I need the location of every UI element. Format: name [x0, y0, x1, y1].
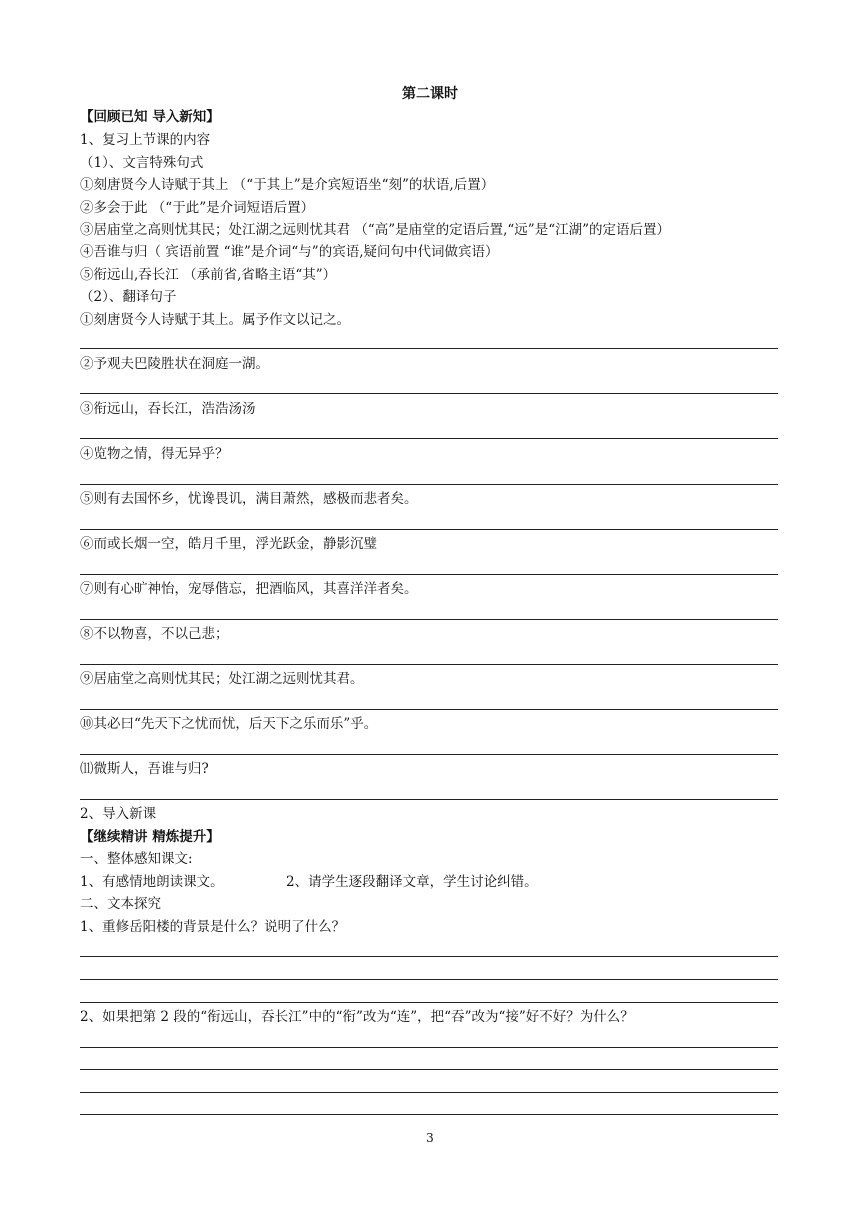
answer-line[interactable] — [80, 529, 778, 530]
subheading-translate: （2）、翻译句子 — [80, 289, 177, 305]
translation-sentence: ⑾微斯人，吾谁与归? — [80, 761, 209, 777]
answer-line[interactable] — [80, 393, 778, 394]
pattern-item: ②多会于此 （“于此”是介词短语后置） — [80, 200, 315, 216]
translation-sentence: ③衔远山，吞长江，浩浩汤汤 — [80, 401, 256, 417]
answer-line[interactable] — [80, 619, 778, 620]
answer-line[interactable] — [80, 1114, 778, 1115]
answer-line[interactable] — [80, 1002, 778, 1003]
review-item-2: 2、导入新课 — [80, 806, 157, 822]
question-1: 1、重修岳阳楼的背景是什么？说明了什么？ — [80, 919, 346, 935]
pattern-item: ⑤衔远山,吞长江 （承前省,省略主语“其”） — [80, 267, 337, 283]
part2-heading: 二、文本探究 — [80, 896, 161, 912]
section-heading-deep: 【继续精讲 精炼提升】 — [80, 829, 220, 845]
translation-sentence: ⑧不以物喜，不以己悲； — [80, 626, 229, 642]
page-title: 第二课时 — [402, 86, 458, 102]
page-number: 3 — [426, 1131, 434, 1145]
question-2: 2、如果把第 2 段的“衔远山，吞长江”中的“衔”改为“连”，把“吞”改为“接”好不好？为什么？ — [80, 1009, 634, 1025]
pattern-item: ①刻唐贤今人诗赋于其上 （“于其上”是介宾短语坐“刻”的状语,后置） — [80, 177, 495, 193]
answer-line[interactable] — [80, 438, 778, 439]
answer-line[interactable] — [80, 574, 778, 575]
answer-line[interactable] — [80, 664, 778, 665]
answer-line[interactable] — [80, 348, 778, 349]
subheading-special-sentences: （1）、文言特殊句式 — [80, 155, 204, 171]
translation-sentence: ①刻唐贤今人诗赋于其上。属予作文以记之。 — [80, 312, 350, 328]
translation-sentence: ⑨居庙堂之高则忧其民；处江湖之远则忧其君。 — [80, 671, 364, 687]
translation-sentence: ④览物之情，得无异乎？ — [80, 446, 229, 462]
part1-heading: 一、整体感知课文: — [80, 851, 193, 867]
section-heading-review: 【回顾已知 导入新知】 — [80, 109, 220, 125]
answer-line[interactable] — [80, 1047, 778, 1048]
answer-line[interactable] — [80, 1092, 778, 1093]
translation-sentence: ⑥而或长烟一空，皓月千里，浮光跃金，静影沉璧 — [80, 536, 377, 552]
answer-line[interactable] — [80, 1069, 778, 1070]
translation-sentence: ②予观夫巴陵胜状在洞庭一湖。 — [80, 356, 269, 372]
answer-line[interactable] — [80, 956, 778, 957]
part1-task-2: 2、请学生逐段翻译文章，学生讨论纠错。 — [286, 874, 538, 890]
pattern-item: ④吾谁与归（ 宾语前置 “谁”是介词“与”的宾语,疑问句中代词做宾语） — [80, 244, 499, 260]
answer-line[interactable] — [80, 754, 778, 755]
translation-sentence: ⑦则有心旷神怡，宠辱偕忘，把酒临风，其喜洋洋者矣。 — [80, 581, 418, 597]
answer-line[interactable] — [80, 709, 778, 710]
pattern-item: ③居庙堂之高则忧其民；处江湖之远则忧其君 （“高”是庙堂的定语后置,“远”是“江湖”的定语后置） — [80, 222, 670, 238]
answer-line[interactable] — [80, 799, 778, 800]
translation-sentence: ⑩其必曰“先天下之忧而忧，后天下之乐而乐”乎。 — [80, 716, 378, 732]
review-item-1: 1、复习上节课的内容 — [80, 132, 211, 148]
answer-line[interactable] — [80, 484, 778, 485]
translation-sentence: ⑤则有去国怀乡，忧谗畏讥，满目萧然，感极而悲者矣。 — [80, 491, 418, 507]
answer-line[interactable] — [80, 979, 778, 980]
part1-task-1: 1、有感情地朗读课文。 — [80, 874, 224, 890]
